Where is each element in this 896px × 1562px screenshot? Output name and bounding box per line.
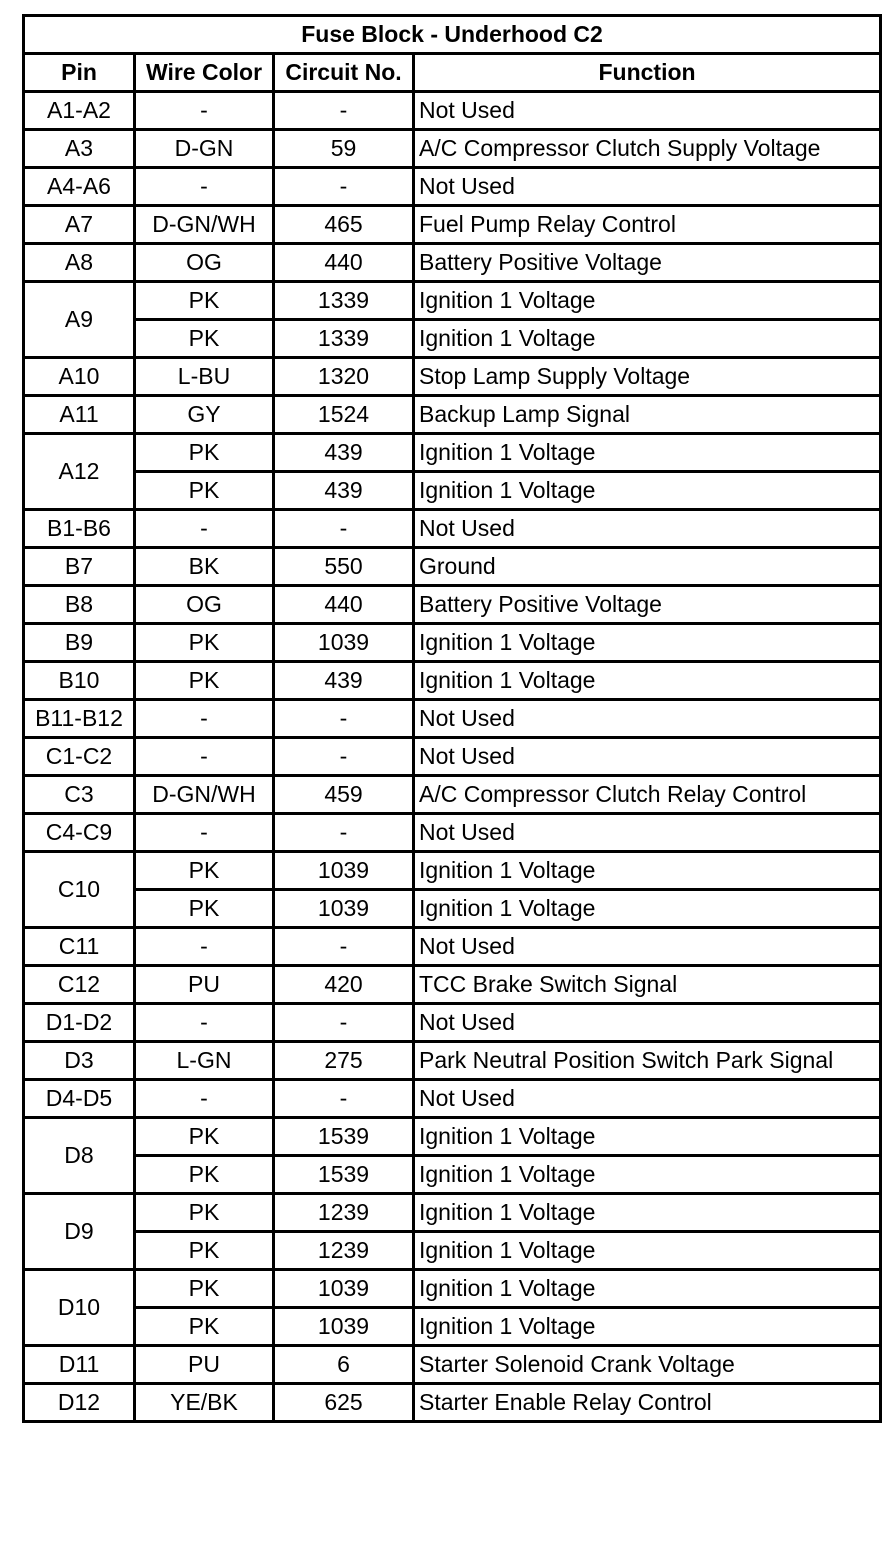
function-cell: Park Neutral Position Switch Park Signal — [414, 1042, 881, 1080]
table-row — [24, 396, 881, 434]
wire-color-cell: D-GN/WH — [135, 776, 274, 814]
table-row — [24, 244, 881, 282]
circuit-no-cell: 420 — [274, 966, 414, 1004]
function-cell: Backup Lamp Signal — [414, 396, 881, 434]
pin-cell: A8 — [24, 244, 135, 282]
pin-cell: D3 — [24, 1042, 135, 1080]
title-row — [24, 16, 881, 54]
circuit-no-cell: 439 — [274, 662, 414, 700]
wire-color-cell: BK — [135, 548, 274, 586]
wire-color-cell: YE/BK — [135, 1384, 274, 1422]
circuit-no-cell: 6 — [274, 1346, 414, 1384]
table-row — [24, 1118, 881, 1156]
circuit-no-cell: 1039 — [274, 1308, 414, 1346]
function-cell: TCC Brake Switch Signal — [414, 966, 881, 1004]
wire-color-cell: PK — [135, 1308, 274, 1346]
table-row — [24, 852, 881, 890]
circuit-no-cell: 59 — [274, 130, 414, 168]
pin-cell: A1-A2 — [24, 92, 135, 130]
pin-cell: A4-A6 — [24, 168, 135, 206]
pin-cell: C1-C2 — [24, 738, 135, 776]
pin-cell: D1-D2 — [24, 1004, 135, 1042]
pin-cell: D12 — [24, 1384, 135, 1422]
function-cell: Ignition 1 Voltage — [414, 624, 881, 662]
circuit-no-cell: 550 — [274, 548, 414, 586]
table-row — [24, 1308, 881, 1346]
function-cell: Ignition 1 Voltage — [414, 320, 881, 358]
wire-color-cell: PK — [135, 1194, 274, 1232]
table-row — [24, 358, 881, 396]
function-cell: Ignition 1 Voltage — [414, 1118, 881, 1156]
circuit-no-cell: 1539 — [274, 1118, 414, 1156]
pin-cell: C12 — [24, 966, 135, 1004]
wire-color-cell: - — [135, 928, 274, 966]
wire-color-cell: PK — [135, 662, 274, 700]
function-cell: Not Used — [414, 928, 881, 966]
wire-color-cell: - — [135, 738, 274, 776]
table-row — [24, 282, 881, 320]
table-row — [24, 548, 881, 586]
wire-color-cell: PK — [135, 1232, 274, 1270]
circuit-no-cell: 275 — [274, 1042, 414, 1080]
circuit-no-cell: - — [274, 738, 414, 776]
table-row — [24, 472, 881, 510]
function-cell: Ignition 1 Voltage — [414, 1194, 881, 1232]
wire-color-cell: GY — [135, 396, 274, 434]
pin-cell: A10 — [24, 358, 135, 396]
table-title: Fuse Block - Underhood C2 — [24, 16, 881, 54]
table-row — [24, 1004, 881, 1042]
table-row — [24, 1156, 881, 1194]
circuit-no-cell: - — [274, 510, 414, 548]
pin-cell: D10 — [24, 1270, 135, 1346]
wire-color-cell: D-GN — [135, 130, 274, 168]
wire-color-cell: D-GN/WH — [135, 206, 274, 244]
circuit-no-cell: - — [274, 700, 414, 738]
table-row — [24, 928, 881, 966]
header-row — [24, 54, 881, 92]
pin-cell: A7 — [24, 206, 135, 244]
circuit-no-cell: - — [274, 1004, 414, 1042]
pin-cell: B10 — [24, 662, 135, 700]
wire-color-cell: PK — [135, 320, 274, 358]
function-cell: Not Used — [414, 1004, 881, 1042]
circuit-no-cell: 440 — [274, 244, 414, 282]
circuit-no-cell: 1039 — [274, 1270, 414, 1308]
function-cell: Ignition 1 Voltage — [414, 890, 881, 928]
function-cell: Ignition 1 Voltage — [414, 1232, 881, 1270]
wire-color-cell: PU — [135, 966, 274, 1004]
circuit-no-cell: 1339 — [274, 282, 414, 320]
function-cell: Ignition 1 Voltage — [414, 1156, 881, 1194]
function-cell: Ignition 1 Voltage — [414, 852, 881, 890]
function-cell: Ignition 1 Voltage — [414, 434, 881, 472]
wire-color-cell: - — [135, 168, 274, 206]
table-row — [24, 738, 881, 776]
pin-cell: A12 — [24, 434, 135, 510]
pin-cell: B11-B12 — [24, 700, 135, 738]
pin-cell: C11 — [24, 928, 135, 966]
function-cell: Not Used — [414, 92, 881, 130]
circuit-no-cell: 1239 — [274, 1194, 414, 1232]
pin-cell: A11 — [24, 396, 135, 434]
circuit-no-cell: 1239 — [274, 1232, 414, 1270]
circuit-no-cell: 1524 — [274, 396, 414, 434]
circuit-no-cell: 459 — [274, 776, 414, 814]
pin-cell: B7 — [24, 548, 135, 586]
table-row — [24, 966, 881, 1004]
function-cell: Ignition 1 Voltage — [414, 472, 881, 510]
circuit-no-cell: 465 — [274, 206, 414, 244]
function-cell: Ignition 1 Voltage — [414, 282, 881, 320]
wire-color-cell: PK — [135, 1156, 274, 1194]
function-cell: Battery Positive Voltage — [414, 244, 881, 282]
table-row — [24, 1042, 881, 1080]
table-row — [24, 168, 881, 206]
wire-color-cell: PK — [135, 890, 274, 928]
table-row — [24, 130, 881, 168]
function-cell: Ground — [414, 548, 881, 586]
wire-color-cell: PK — [135, 624, 274, 662]
wire-color-cell: - — [135, 1004, 274, 1042]
pin-cell: A3 — [24, 130, 135, 168]
table-row — [24, 1232, 881, 1270]
circuit-no-cell: - — [274, 928, 414, 966]
wire-color-cell: OG — [135, 244, 274, 282]
function-cell: Not Used — [414, 168, 881, 206]
wire-color-cell: - — [135, 814, 274, 852]
table-row — [24, 1080, 881, 1118]
circuit-no-cell: - — [274, 814, 414, 852]
wire-color-cell: PK — [135, 472, 274, 510]
wire-color-cell: - — [135, 1080, 274, 1118]
wire-color-cell: PK — [135, 282, 274, 320]
wire-color-cell: PK — [135, 1270, 274, 1308]
header-wire-color: Wire Color — [135, 54, 274, 92]
pin-cell: C4-C9 — [24, 814, 135, 852]
table-row — [24, 1194, 881, 1232]
wire-color-cell: OG — [135, 586, 274, 624]
circuit-no-cell: - — [274, 1080, 414, 1118]
function-cell: Starter Enable Relay Control — [414, 1384, 881, 1422]
table-row — [24, 1270, 881, 1308]
table-row — [24, 700, 881, 738]
pin-cell: C3 — [24, 776, 135, 814]
wire-color-cell: L-BU — [135, 358, 274, 396]
pin-cell: B9 — [24, 624, 135, 662]
table-row — [24, 510, 881, 548]
header-function: Function — [414, 54, 881, 92]
wire-color-cell: - — [135, 92, 274, 130]
circuit-no-cell: 439 — [274, 472, 414, 510]
fuse-block-table — [22, 14, 882, 1423]
circuit-no-cell: 439 — [274, 434, 414, 472]
wire-color-cell: - — [135, 700, 274, 738]
table-row — [24, 1346, 881, 1384]
header-pin: Pin — [24, 54, 135, 92]
table-row — [24, 586, 881, 624]
circuit-no-cell: - — [274, 168, 414, 206]
function-cell: Fuel Pump Relay Control — [414, 206, 881, 244]
table-row — [24, 624, 881, 662]
table-row — [24, 1384, 881, 1422]
pin-cell: D8 — [24, 1118, 135, 1194]
circuit-no-cell: 625 — [274, 1384, 414, 1422]
table-row — [24, 662, 881, 700]
table-row — [24, 434, 881, 472]
function-cell: Not Used — [414, 814, 881, 852]
circuit-no-cell: 1339 — [274, 320, 414, 358]
function-cell: Ignition 1 Voltage — [414, 662, 881, 700]
table-row — [24, 776, 881, 814]
circuit-no-cell: 1539 — [274, 1156, 414, 1194]
table-row — [24, 206, 881, 244]
header-circuit-no: Circuit No. — [274, 54, 414, 92]
wire-color-cell: L-GN — [135, 1042, 274, 1080]
circuit-no-cell: 1039 — [274, 624, 414, 662]
circuit-no-cell: 440 — [274, 586, 414, 624]
circuit-no-cell: 1320 — [274, 358, 414, 396]
pin-cell: D11 — [24, 1346, 135, 1384]
pin-cell: B8 — [24, 586, 135, 624]
function-cell: Battery Positive Voltage — [414, 586, 881, 624]
wire-color-cell: PK — [135, 434, 274, 472]
function-cell: Not Used — [414, 700, 881, 738]
function-cell: Not Used — [414, 738, 881, 776]
function-cell: Stop Lamp Supply Voltage — [414, 358, 881, 396]
function-cell: Ignition 1 Voltage — [414, 1308, 881, 1346]
function-cell: A/C Compressor Clutch Supply Voltage — [414, 130, 881, 168]
pin-cell: C10 — [24, 852, 135, 928]
pin-cell: B1-B6 — [24, 510, 135, 548]
table-row — [24, 320, 881, 358]
wire-color-cell: PU — [135, 1346, 274, 1384]
table-row — [24, 814, 881, 852]
function-cell: Ignition 1 Voltage — [414, 1270, 881, 1308]
pin-cell: D4-D5 — [24, 1080, 135, 1118]
circuit-no-cell: 1039 — [274, 890, 414, 928]
function-cell: A/C Compressor Clutch Relay Control — [414, 776, 881, 814]
function-cell: Not Used — [414, 510, 881, 548]
circuit-no-cell: - — [274, 92, 414, 130]
table-row — [24, 92, 881, 130]
circuit-no-cell: 1039 — [274, 852, 414, 890]
pin-cell: D9 — [24, 1194, 135, 1270]
function-cell: Starter Solenoid Crank Voltage — [414, 1346, 881, 1384]
wire-color-cell: PK — [135, 852, 274, 890]
pin-cell: A9 — [24, 282, 135, 358]
function-cell: Not Used — [414, 1080, 881, 1118]
wire-color-cell: - — [135, 510, 274, 548]
wire-color-cell: PK — [135, 1118, 274, 1156]
table-body — [24, 92, 881, 1422]
table-row — [24, 890, 881, 928]
